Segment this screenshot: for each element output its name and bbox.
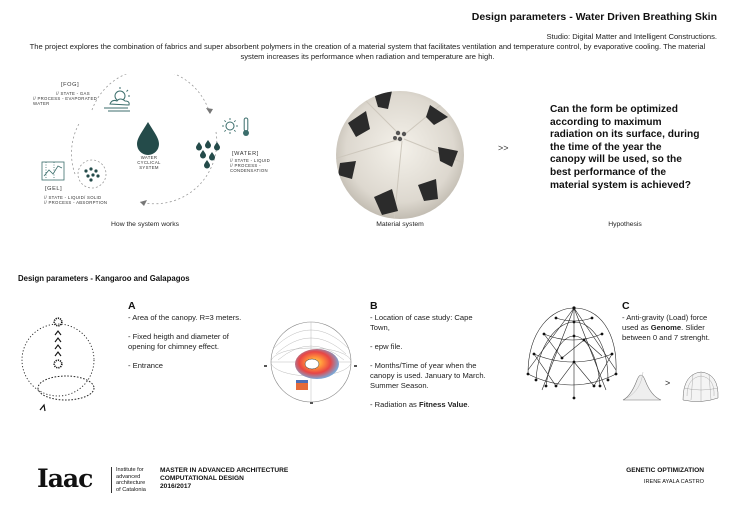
col-a-item-1: - Area of the canopy. R=3 meters. xyxy=(128,313,242,322)
iaac-logo: Iaac xyxy=(37,464,93,493)
right-footer-title: GENETIC OPTIMIZATION xyxy=(626,467,704,474)
page-title: Design parameters - Water Driven Breathing Skin xyxy=(471,11,717,23)
gel-label: [GEL] xyxy=(45,186,63,192)
water-state: // STATE - LIQUID xyxy=(230,158,271,163)
fog-state: // STATE - GAS xyxy=(56,91,90,96)
footer-divider xyxy=(111,467,112,493)
author-name: IRENE AYALA CASTRO xyxy=(643,479,704,485)
col-b-item-3: - Months/Time of year when the canopy is used. January to March. Summer Season. xyxy=(370,361,486,390)
institute-block: Institute for advanced architecture of Catalonia xyxy=(116,467,146,493)
col-a-item-3: - Entrance xyxy=(128,361,164,370)
hypothesis-arrow: >> xyxy=(498,143,509,153)
cycle-arrowhead-1 xyxy=(206,108,213,114)
hypothesis-text: Can the form be optimized according to maximum radiation on its surface, during the time of the year the canopy will be used, so the best performance of the material system is achieved? xyxy=(550,104,700,191)
col-b-item-1: - Location of case study: Cape Town, xyxy=(370,313,473,332)
col-a-text xyxy=(128,313,246,380)
shape-arrow: > xyxy=(665,378,671,388)
water-drop-icon xyxy=(137,122,159,155)
studio-line: Studio: Digital Matter and Intelligent Constructions. xyxy=(546,32,717,41)
caption-how-system-works: How the system works xyxy=(111,221,179,228)
intro-text: The project explores the combination of fabrics and super absorbent polymers in the creation of a material system that facilitates ventilation and temperature control, by evaporative cooling. The material system increases its performance when radiation and temperature are high. xyxy=(29,42,706,61)
rain-drops-icon xyxy=(196,140,220,169)
col-b-text xyxy=(370,313,490,419)
chimney-ring-top xyxy=(54,318,62,326)
col-b-letter: B xyxy=(370,300,378,312)
fog-process: // PROCESS - EVAPORATED WATER xyxy=(33,96,98,106)
col-c-text: - Anti-gravity (Load) force used as Genome. Slider between 0 and 7 strenght. xyxy=(622,313,710,342)
col-c-letter: C xyxy=(622,300,630,312)
program-block: MASTER IN ADVANCED ARCHITECTURE COMPUTATIONAL DESIGN 2016/2017 xyxy=(160,467,289,491)
material-system-photo xyxy=(334,89,466,221)
dome-mesh-diagram xyxy=(522,300,622,406)
shape-before xyxy=(623,375,661,400)
water-process: // PROCESS - CONDENSATION xyxy=(230,163,268,173)
entrance-arrow xyxy=(40,405,45,411)
gel-state: // STATE - LIQUID/ SOLID xyxy=(44,195,102,200)
entrance-opening xyxy=(38,376,94,400)
water-label: [WATER] xyxy=(232,151,259,157)
col-a-letter: A xyxy=(128,300,136,312)
chimney-ring-bottom xyxy=(54,360,62,368)
col-b-item-4: - Radiation as Fitness Value. xyxy=(370,400,470,409)
col-b-item-2: - epw file. xyxy=(370,342,403,351)
sun-icon xyxy=(222,118,238,134)
section2-title: Design parameters - Kangaroo and Galapagos xyxy=(18,274,190,283)
thermometer-icon xyxy=(243,118,249,136)
canopy-plan-diagram xyxy=(18,312,128,412)
gel-process: // PROCESS - ABSORPTION xyxy=(44,200,108,205)
caption-material-system: Material system xyxy=(376,221,424,228)
cycle-arrowhead-2 xyxy=(140,200,147,206)
fog-label: [FOG] xyxy=(61,82,80,88)
cycle-arc-left xyxy=(71,122,80,174)
sunpath-radiation-diagram xyxy=(262,318,360,406)
shape-comparison xyxy=(621,366,721,406)
caption-hypothesis: Hypothesis xyxy=(608,221,642,228)
height-chevrons xyxy=(55,331,61,356)
cycle-center-label: WATER CYCLICAL SYSTEM xyxy=(137,155,161,170)
gel-particles-icon xyxy=(84,167,99,181)
gel-graph-icon xyxy=(42,162,64,180)
col-a-item-2: - Fixed heigth and diameter of opening for chimney effect. xyxy=(128,332,229,351)
